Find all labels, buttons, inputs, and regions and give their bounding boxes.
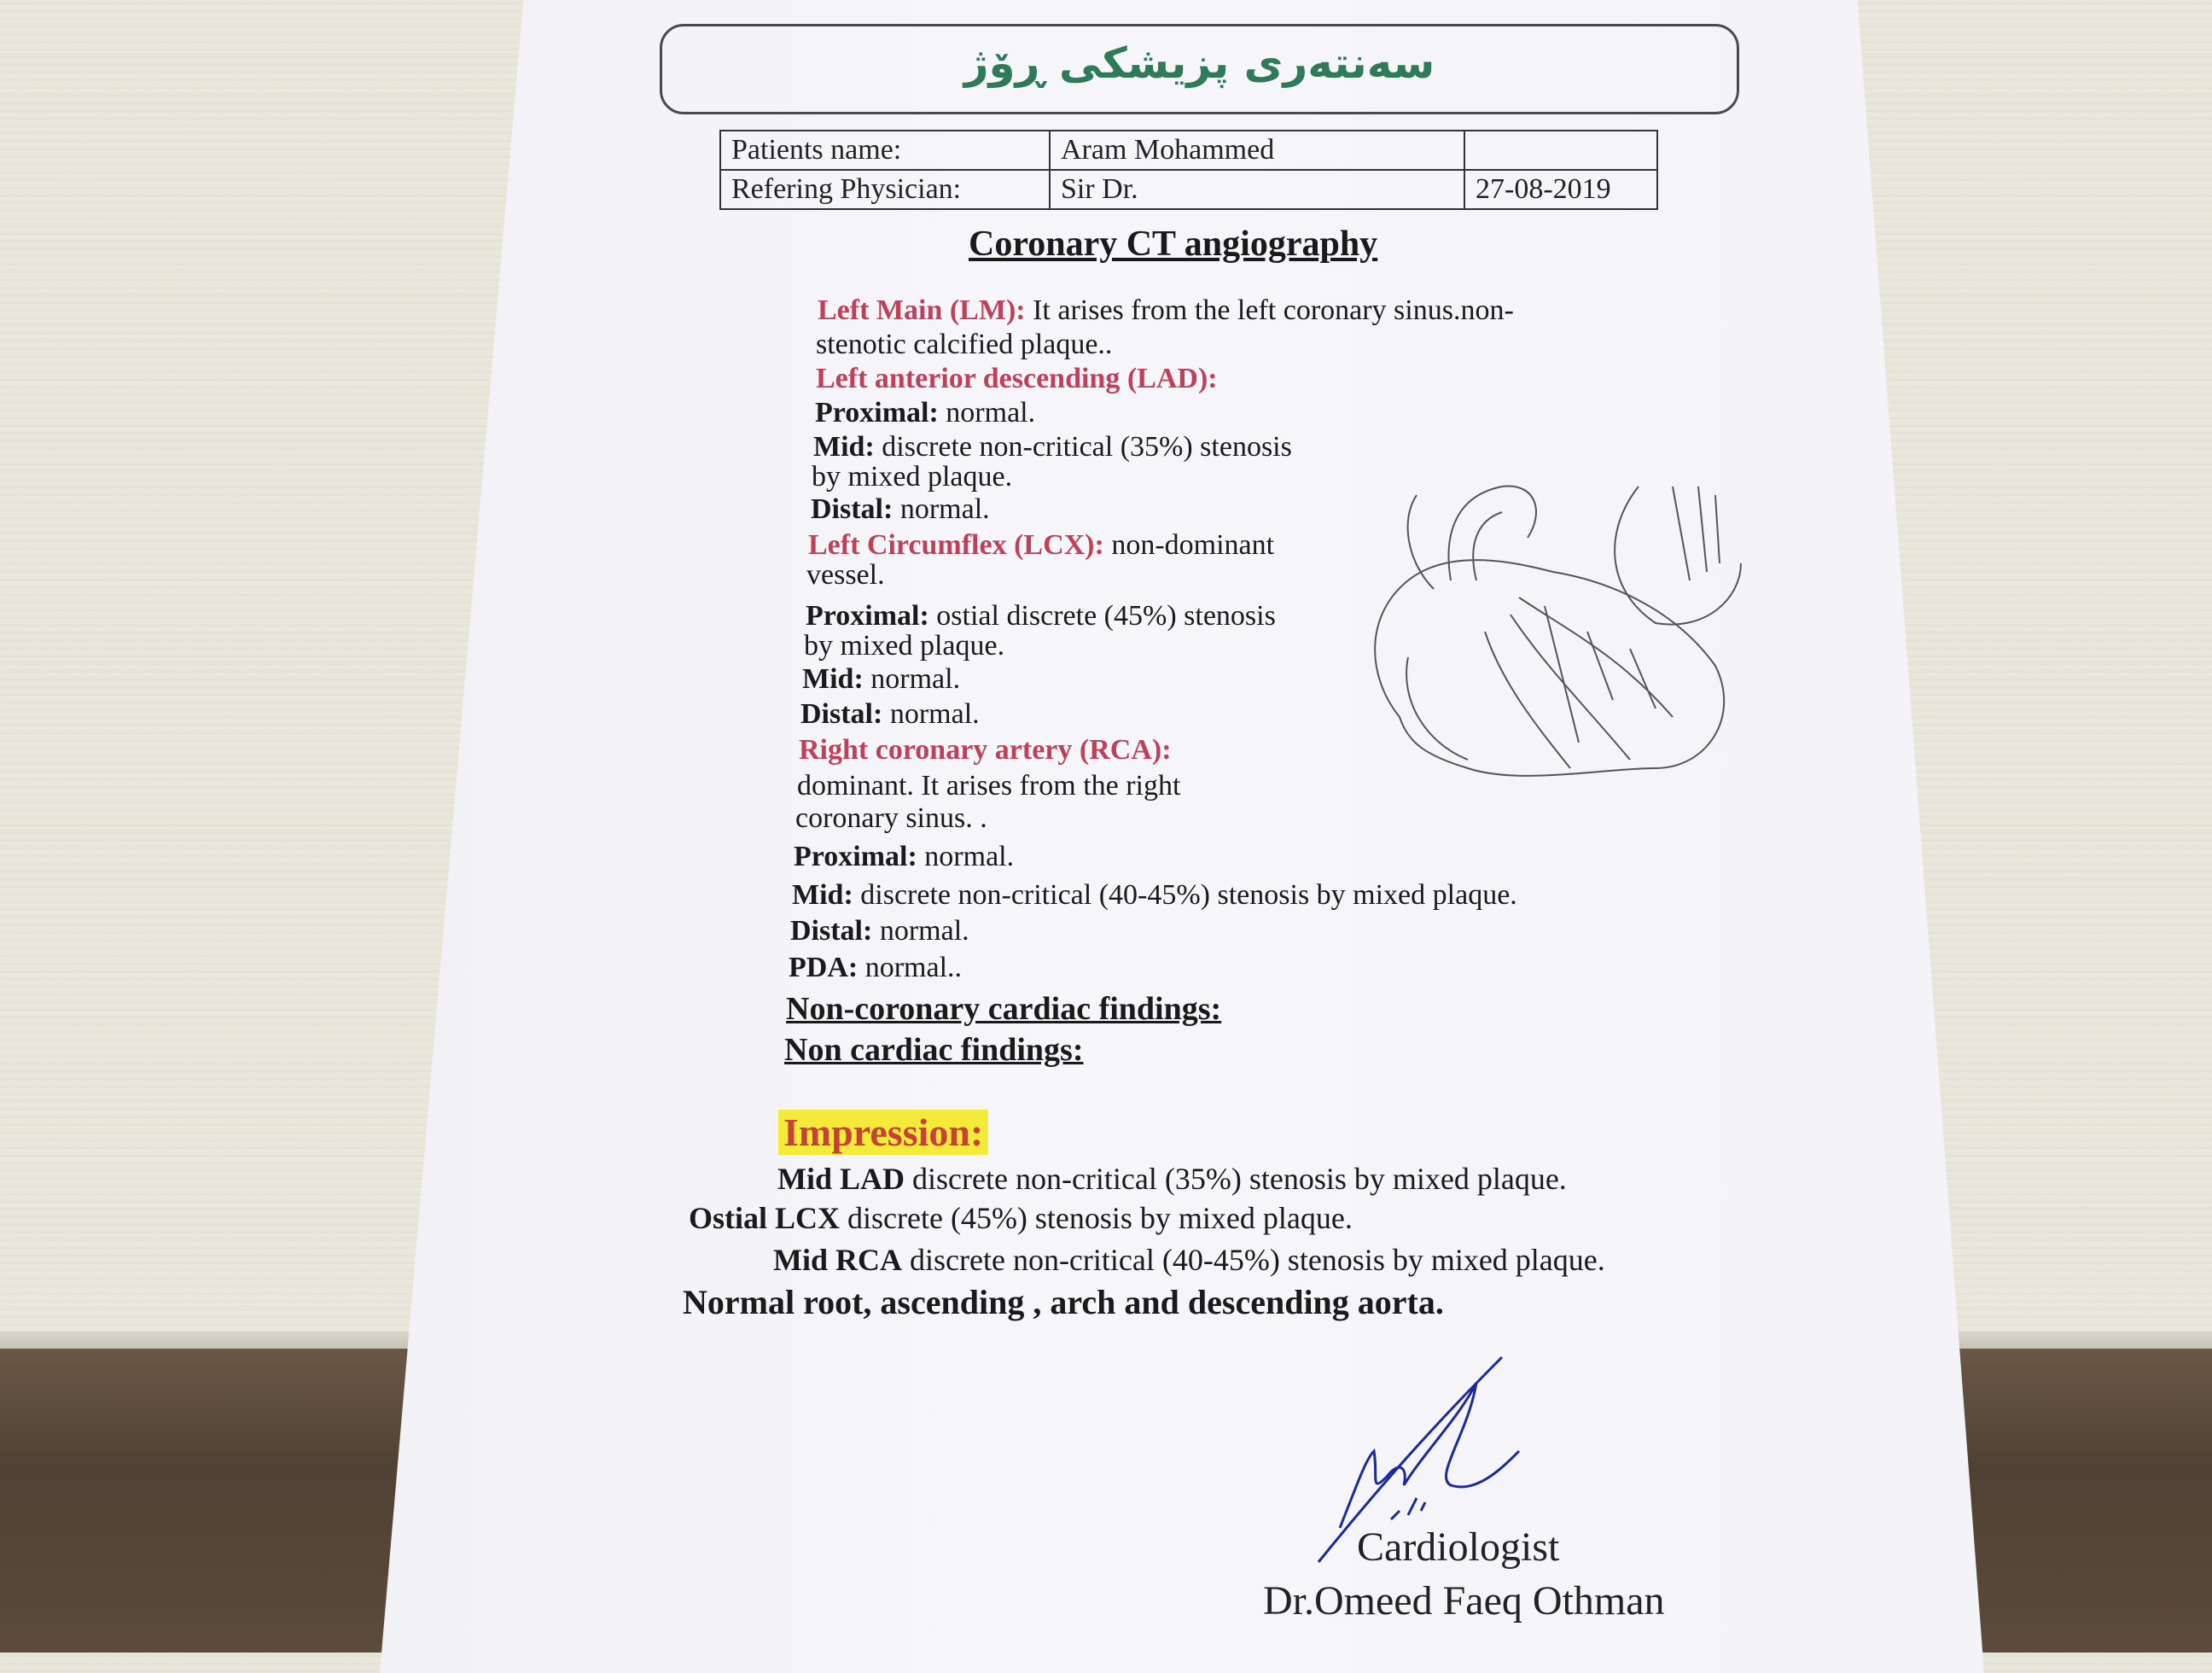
rca-vessel bbox=[1406, 657, 1468, 760]
lcx-mid-label: Mid: bbox=[802, 663, 864, 695]
rca-text-2: coronary sinus. . bbox=[795, 802, 987, 834]
inset-heart bbox=[1615, 487, 1741, 625]
lm-label: Left Main (LM): bbox=[818, 294, 1026, 326]
rca-distal-text: normal. bbox=[872, 915, 969, 947]
heart-outline bbox=[1375, 560, 1724, 776]
svc-vessel bbox=[1408, 495, 1434, 589]
report-date: 27-08-2019 bbox=[1464, 170, 1657, 209]
impression-line-1-text: discrete non-critical (35%) stenosis by mixed plaque. bbox=[905, 1162, 1567, 1196]
branch-vessel bbox=[1545, 606, 1579, 743]
impression-line-2-bold: Ostial LCX bbox=[689, 1201, 841, 1235]
lcx-distal-text: normal. bbox=[882, 698, 980, 730]
signature-stroke bbox=[1340, 1383, 1519, 1528]
lad-proximal bbox=[815, 397, 1035, 429]
lm-text: It arises from the left coronary sinus.non- bbox=[1025, 294, 1514, 326]
lcx-line bbox=[808, 529, 1274, 562]
impression-line-1 bbox=[777, 1161, 1567, 1197]
empty-cell bbox=[1464, 131, 1657, 170]
lad-mid-label: Mid: bbox=[813, 431, 875, 463]
lcx-proximal-text-2: by mixed plaque. bbox=[804, 630, 1005, 662]
impression-heading: Impression: bbox=[778, 1110, 988, 1155]
table-row bbox=[720, 170, 1657, 209]
rca-mid-label: Mid: bbox=[792, 879, 853, 911]
rca-distal bbox=[790, 915, 969, 947]
lcx-proximal-label: Proximal: bbox=[806, 600, 929, 632]
lcx-distal-label: Distal: bbox=[800, 698, 883, 730]
clinic-title: سەنتەری پزیشکی ڕۆژ bbox=[963, 38, 1435, 88]
impression-line-2-text: discrete (45%) stenosis by mixed plaque. bbox=[840, 1201, 1353, 1235]
diagonal-vessel bbox=[1511, 615, 1630, 760]
lcx-distal bbox=[800, 698, 980, 731]
lm-line bbox=[818, 294, 1514, 327]
report-title: Coronary CT angiography bbox=[969, 224, 1378, 264]
lad-mid-text-2: by mixed plaque. bbox=[812, 461, 1013, 493]
impression-line-2 bbox=[689, 1200, 1353, 1236]
branch-vessel bbox=[1587, 632, 1613, 700]
patient-name-label: Patients name: bbox=[720, 131, 1050, 170]
signature-name: Dr.Omeed Faeq Othman bbox=[1263, 1578, 1665, 1623]
rca-proximal-label: Proximal: bbox=[794, 841, 917, 872]
rca-label: Right coronary artery (RCA): bbox=[799, 734, 1172, 766]
rca-mid-text: discrete non-critical (40-45%) stenosis by mixed plaque. bbox=[853, 879, 1517, 911]
lcx-text: non-dominant bbox=[1103, 529, 1275, 561]
lad-mid bbox=[813, 431, 1292, 463]
lm-text-2: stenotic calcified plaque.. bbox=[816, 329, 1113, 360]
lad-proximal-label: Proximal: bbox=[815, 397, 939, 428]
clinic-header bbox=[660, 24, 1739, 114]
rca-proximal bbox=[794, 841, 1014, 873]
physician-label: Refering Physician: bbox=[720, 170, 1050, 209]
rca-text-1: dominant. It arises from the right bbox=[797, 770, 1181, 802]
aorta-inner bbox=[1473, 512, 1502, 580]
impression-line-3-text: discrete non-critical (40-45%) stenosis by mixed plaque. bbox=[902, 1243, 1605, 1277]
signature-stroke bbox=[1391, 1498, 1425, 1519]
lad-label: Left anterior descending (LAD): bbox=[816, 363, 1218, 394]
impression-line-3-bold: Mid RCA bbox=[773, 1243, 902, 1277]
non-coronary-heading: Non-coronary cardiac findings: bbox=[786, 991, 1222, 1027]
lad-distal-label: Distal: bbox=[811, 493, 894, 525]
physician-value: Sir Dr. bbox=[1050, 170, 1464, 209]
lcx-mid bbox=[802, 663, 960, 696]
impression-line-3 bbox=[773, 1242, 1605, 1278]
rca-pda bbox=[789, 952, 962, 984]
lcx-text-2: vessel. bbox=[806, 559, 885, 591]
rca-pda-label: PDA: bbox=[789, 952, 859, 983]
lad-distal-text: normal. bbox=[893, 493, 990, 525]
table-row bbox=[720, 131, 1657, 170]
lcx-mid-text: normal. bbox=[863, 663, 961, 695]
lcx-proximal bbox=[806, 600, 1276, 632]
rca-mid bbox=[792, 879, 1517, 912]
lcx-proximal-text: ostial discrete (45%) stenosis bbox=[928, 600, 1276, 632]
aorta-arch bbox=[1449, 487, 1537, 580]
lad-distal bbox=[811, 493, 990, 526]
non-cardiac-heading: Non cardiac findings: bbox=[784, 1032, 1084, 1068]
signature-title: Cardiologist bbox=[1357, 1524, 1560, 1570]
inset-vessels bbox=[1673, 487, 1720, 580]
impression-line-4: Normal root, ascending , arch and descending aorta. bbox=[683, 1283, 1444, 1321]
rca-distal-label: Distal: bbox=[790, 915, 873, 947]
patient-info-table bbox=[719, 130, 1658, 210]
lcx-label: Left Circumflex (LCX): bbox=[808, 529, 1104, 561]
lad-mid-text: discrete non-critical (35%) stenosis bbox=[874, 431, 1292, 463]
impression-line-1-bold: Mid LAD bbox=[777, 1162, 905, 1196]
lad-proximal-text: normal. bbox=[938, 397, 1036, 428]
heart-diagram bbox=[1348, 461, 1749, 802]
rca-pda-text: normal.. bbox=[858, 952, 963, 983]
patient-name-value: Aram Mohammed bbox=[1050, 131, 1464, 170]
lcx-vessel bbox=[1485, 632, 1570, 768]
rca-proximal-text: normal. bbox=[917, 841, 1015, 872]
